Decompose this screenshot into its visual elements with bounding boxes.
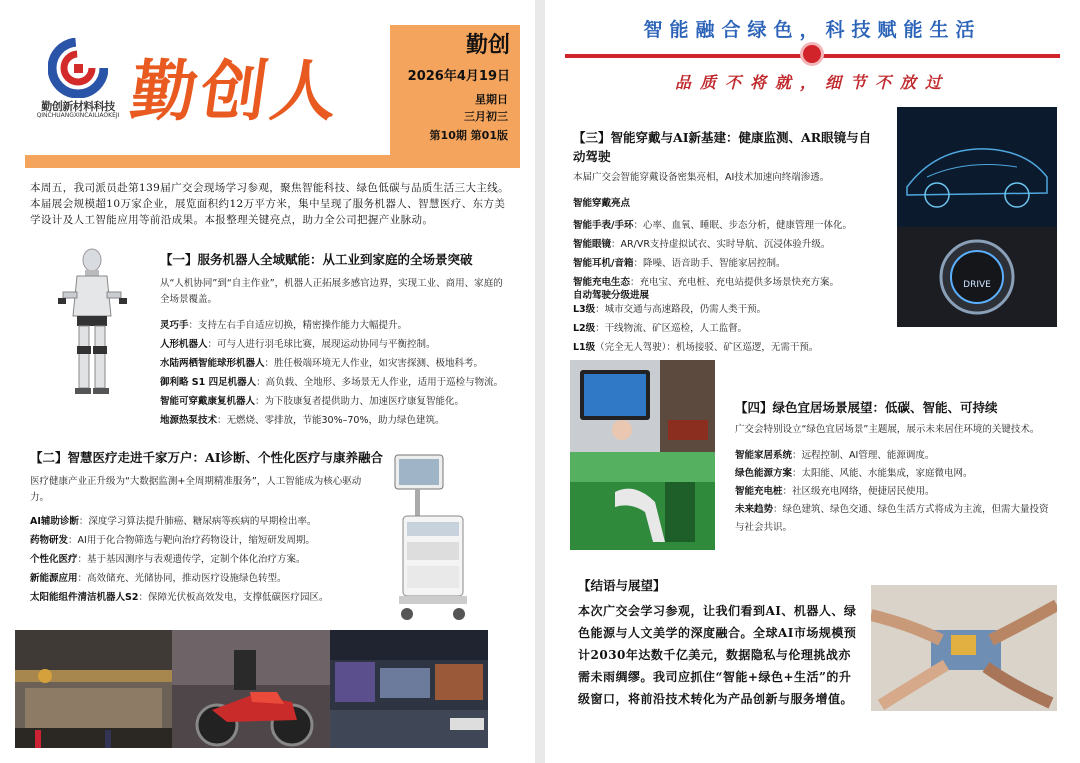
list-item-value: ：保障光伏板高效发电，支撑低碳医疗园区。 <box>138 592 329 603</box>
list-item <box>573 254 903 273</box>
list-item-key: 未来趋势 <box>735 504 774 515</box>
logo-company-name: 勤创新材料科技 <box>41 100 115 113</box>
list-item <box>160 392 515 411</box>
list-item <box>735 501 1055 537</box>
list-item <box>160 373 515 392</box>
logo-company-pinyin: QINCHUANGXINCAILIAOKEJI <box>36 112 120 119</box>
list-item-value: ：高效储充、光储协同，推动医疗设施绿色转型。 <box>77 573 287 584</box>
section2-list <box>30 512 375 607</box>
slogan-bottom: 品质不将就，细节不放过 <box>674 73 950 92</box>
issue-number: 第10期 第01版 <box>429 129 508 142</box>
list-item-value: ：心率、血氧、睡眠、步态分析，健康管理一体化。 <box>633 220 852 231</box>
section1-heading: 【一】服务机器人全域赋能：从工业到家庭的全场景突破 <box>160 252 473 267</box>
section3-list <box>573 216 903 292</box>
list-item-key: 智能眼镜 <box>573 239 612 250</box>
list-item-value: ：基于基因测序与表观遗传学，定制个体化治疗方案。 <box>77 554 306 565</box>
medical-device-photo <box>385 450 480 628</box>
list-item-value: ：可与人进行羽毛球比赛，展现运动协同与平衡控制。 <box>207 339 436 350</box>
lunar-date: 三月初三 <box>464 110 508 123</box>
company-logo-icon <box>48 38 108 98</box>
list-item-key: 智能家居系统 <box>735 450 793 461</box>
list-item <box>573 216 903 235</box>
list-item-value: ：远程控制、AI管理、能源调度。 <box>792 450 935 461</box>
list-item-value: ：胜任极端环境无人作业，如灾害探测、极地科考。 <box>264 358 484 369</box>
smart-home-panel-photo <box>570 360 715 452</box>
list-item-key: 药物研发 <box>30 535 69 546</box>
list-item-key: 灵巧手 <box>160 320 189 331</box>
list-item-key: L2级 <box>573 323 596 334</box>
list-item-value: ：社区级充电网络，便捷居民使用。 <box>782 486 935 497</box>
list-item-key: 太阳能组件清洁机器人S2 <box>30 592 139 603</box>
section3-levels <box>573 300 903 357</box>
list-item-key: 智能手表/手环 <box>573 220 634 231</box>
list-item <box>735 483 1055 501</box>
section3-lead: 本届广交会智能穿戴设备密集亮相，AI技术加速向终端渗透。 <box>573 172 830 183</box>
list-item-key: 智能耳机/音箱 <box>573 258 634 269</box>
weekday: 星期日 <box>475 93 508 106</box>
list-item-value: ：支持左右手自适应切换，精密操作能力大幅提升。 <box>188 320 408 331</box>
page-gutter <box>535 0 545 763</box>
ev-charger-photo <box>570 452 715 550</box>
list-item-value: ：为下肢康复者提供助力、加速医疗康复智能化。 <box>255 396 465 407</box>
list-item <box>160 316 515 335</box>
list-item-key: AI辅助诊断 <box>30 516 79 527</box>
list-item-value: ：充电宝、充电桩、充电站提供多场景快充方案。 <box>630 277 840 288</box>
divider-dot-icon <box>800 42 824 66</box>
list-item-key: 智能可穿戴康复机器人 <box>160 396 256 407</box>
list-item-value: ：太阳能、风能、水能集成，家庭微电网。 <box>792 468 973 479</box>
list-item <box>30 531 375 550</box>
car-wireframe-photo <box>897 107 1057 227</box>
motorcycle-exhibit-photo <box>172 630 330 748</box>
slogan-top: 智能融合绿色，科技赋能生活 <box>643 19 982 41</box>
section3-heading: 【三】智能穿戴与AI新基建：健康监测、AR眼镜与自动驾驶 <box>573 130 872 164</box>
list-item <box>160 354 515 373</box>
list-item <box>735 465 1055 483</box>
list-item <box>30 569 375 588</box>
paper-name: 勤创 <box>465 32 510 58</box>
list-item-key: L3级 <box>573 304 596 315</box>
list-item <box>735 447 1055 465</box>
section1-list <box>160 316 515 430</box>
list-item-value: （完全无人驾驶）：机场接驳、矿区巡逻，无需干预。 <box>595 342 819 353</box>
newspaper-title: 勤创人 <box>125 52 347 130</box>
section2-lead: 医疗健康产业正升级为“大数据监测+全周期精准服务”，人工智能成为核心驱动力。 <box>30 476 362 503</box>
list-item <box>573 300 903 319</box>
list-item <box>573 319 903 338</box>
list-item-value: ：AI用于化合物筛选与靶向治疗药物设计，缩短研发周期。 <box>68 535 315 546</box>
section3-sub2: 自动驾驶分级进展 <box>573 290 650 301</box>
list-item-key: 智能充电生态 <box>573 277 631 288</box>
list-item-key: 智能充电桩 <box>735 486 783 497</box>
list-item-key: 地源热泵技术 <box>160 415 218 426</box>
exhibition-hall-photo <box>330 630 488 748</box>
engine-start-button-photo <box>897 227 1057 327</box>
list-item-value: ：深度学习算法提升肺癌、糖尿病等疾病的早期检出率。 <box>78 516 317 527</box>
section4-heading: 【四】绿色宜居场景展望：低碳、智能、可持续 <box>735 400 998 415</box>
list-item-key: 人形机器人 <box>160 339 208 350</box>
list-item-value: ：高负载、全地形、多场景无人作业，适用于巡检与物流。 <box>256 377 504 388</box>
intro-paragraph: 本周五，我司派员赴第139届广交会现场学习参观，聚焦智能科技、绿色低碳与品质生活三大主线。本届展会规模超10万家企业，展览面积约12万平方米，集中呈现了服务机器人、智慧医疗、东方美学设计及人工智能应用等前沿成果。本报整理关键亮点，助力全公司把握产业脉动。 <box>30 182 510 226</box>
drive-label: DRIVE <box>963 280 991 290</box>
issue-date: 2026年4月19日 <box>407 69 510 84</box>
humanoid-robot-photo <box>55 246 130 398</box>
list-item <box>160 411 515 430</box>
list-item <box>573 338 903 357</box>
list-item-key: 御利略 S1 四足机器人 <box>160 377 257 388</box>
list-item-value: ：城市交通与高速路段，仍需人类干预。 <box>595 304 767 315</box>
section1-lead: 从“人机协同”到“自主作业”，机器人正拓展多感官边界，实现工业、商用、家庭的全场景覆盖。 <box>160 278 503 305</box>
list-item <box>160 335 515 354</box>
list-item <box>30 550 375 569</box>
list-item-value: ：绿色建筑、绿色交通、绿色生活方式将成为主流，但需大量投资与社会共识。 <box>735 504 1049 533</box>
conclusion-heading: 【结语与展望】 <box>578 578 666 593</box>
list-item-value: ：AR/VR支持虚拟试衣、实时导航、沉浸体验升级。 <box>611 239 831 250</box>
section4-list <box>735 447 1055 537</box>
section3-sub1: 智能穿戴亮点 <box>573 198 631 209</box>
list-item-value: ：干线物流、矿区巡检，人工监督。 <box>595 323 748 334</box>
section2-heading: 【二】智慧医疗走进千家万户：AI诊断、个性化医疗与康养融合 <box>30 450 384 465</box>
list-item <box>30 588 375 607</box>
conclusion-body: 本次广交会学习参观，让我们看到AI、机器人、绿色能源与人文美学的深度融合。全球AI市场规模预计2030年达数千亿美元，数据隐私与伦理挑战亦需未雨绸缪。我司应抓住“智能+绿色+生活”的升级窗口，将前沿技术转化为产品创新与服务增值。 <box>578 604 857 706</box>
list-item <box>30 512 375 531</box>
list-item <box>573 235 903 254</box>
list-item-value: ：降噪、语音助手、智能家居控制。 <box>633 258 786 269</box>
list-item-key: L1级 <box>573 342 596 353</box>
list-item-key: 个性化医疗 <box>30 554 78 565</box>
list-item-value: ：无燃烧、零排放，节能30%–70%，助力绿色建筑。 <box>217 415 445 426</box>
right-page <box>545 0 1080 763</box>
list-item-key: 水陆两栖智能球形机器人 <box>160 358 265 369</box>
teamwork-puzzle-photo <box>871 585 1057 711</box>
canton-fair-building-photo <box>15 630 172 748</box>
masthead-info <box>400 28 520 143</box>
left-page <box>0 0 535 763</box>
section4-lead: 广交会特别设立“绿色宜居场景”主题展，展示未来居住环境的关键技术。 <box>735 424 1040 435</box>
list-item-key: 新能源应用 <box>30 573 78 584</box>
list-item-key: 绿色能源方案 <box>735 468 793 479</box>
